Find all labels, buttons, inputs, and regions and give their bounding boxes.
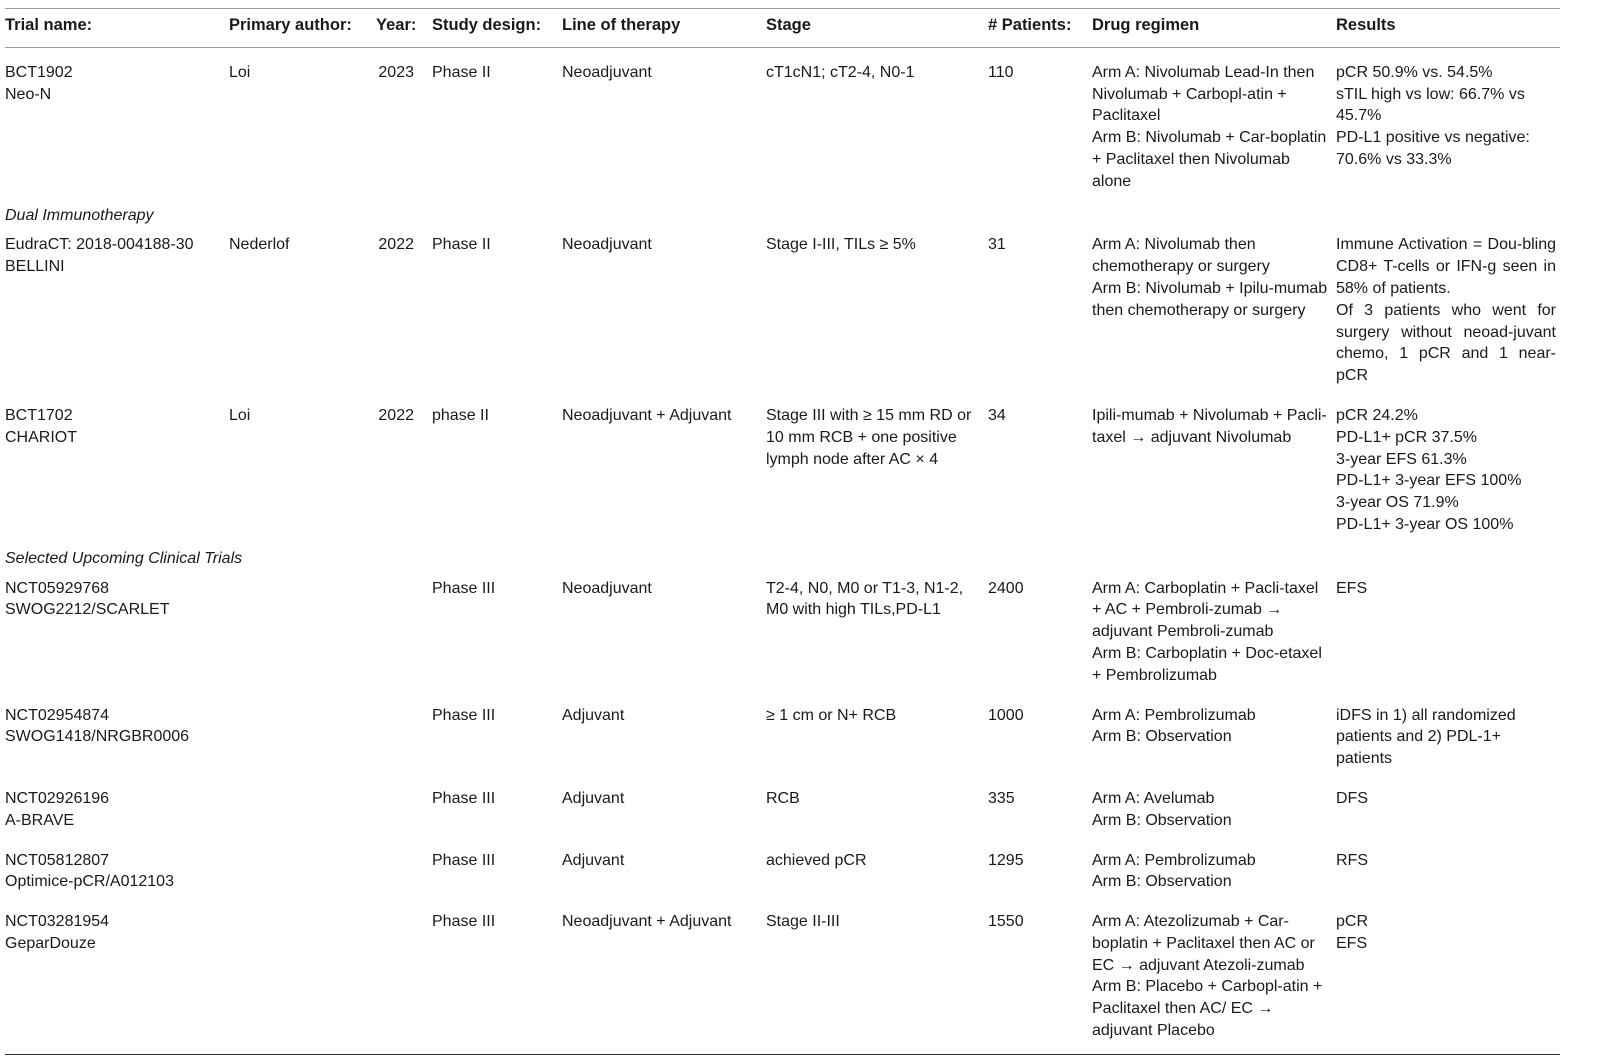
design-cell: Phase III	[432, 913, 496, 931]
year-cell	[376, 572, 432, 699]
patients-cell: 335	[988, 789, 1015, 807]
year-cell: 2022	[378, 406, 414, 424]
stage-cell: achieved pCR	[766, 851, 867, 869]
trial-name-cell	[5, 905, 229, 1054]
regimen-cell	[1092, 905, 1336, 1054]
section-title-upcoming-trials: Selected Upcoming Clinical Trials	[5, 549, 243, 567]
header-results: Results	[1336, 16, 1396, 34]
result-line: PD-L1+ 3-year OS 100%	[1336, 515, 1514, 533]
table-row	[5, 572, 1560, 699]
stage-cell: ≥ 1 cm or N+ RCB	[766, 706, 897, 724]
table-row	[5, 905, 1560, 1054]
trial-id: BCT1702	[5, 406, 73, 424]
result-line: Of 3 patients who went for surgery without neoad-juvant chemo, 1 pCR and 1 near-pCR	[1336, 301, 1556, 385]
regimen-arm-b: Arm B: Observation	[1092, 811, 1232, 829]
header-year: Year:	[376, 16, 417, 34]
line-cell: Neoadjuvant + Adjuvant	[562, 406, 732, 424]
author-cell: Loi	[229, 63, 251, 81]
trial-id: NCT03281954	[5, 913, 110, 931]
design-cell: Phase II	[432, 63, 491, 81]
regimen-arm-b: Arm B: Placebo + Carbopl-atin + Paclitaxel then AC/ EC → adjuvant Placebo	[1092, 978, 1323, 1040]
regimen-arm-b: Arm B: Carboplatin + Doc-etaxel + Pembrolizumab	[1092, 644, 1322, 684]
author-cell	[229, 572, 376, 699]
design-cell: Phase III	[432, 851, 496, 869]
author-cell: Loi	[229, 406, 251, 424]
regimen-cell	[1092, 699, 1336, 782]
year-cell: 2022	[378, 236, 414, 254]
author-cell	[229, 844, 376, 906]
year-cell	[376, 782, 432, 844]
regimen-cell	[1092, 228, 1336, 399]
line-cell: Neoadjuvant	[562, 579, 652, 597]
regimen-arm-a: Arm A: Nivolumab then chemotherapy or surgery	[1092, 236, 1270, 276]
trial-acronym: Neo-N	[5, 85, 52, 103]
author-cell	[229, 699, 376, 782]
patients-cell: 2400	[988, 579, 1024, 597]
regimen-cell	[1092, 399, 1336, 548]
regimen-arm-a: Arm A: Atezolizumab + Car-boplatin + Paclitaxel then AC or EC → adjuvant Atezoli-zumab	[1092, 913, 1315, 974]
clinical-trials-table-container	[5, 8, 1560, 1055]
result-line: PD-L1 positive vs negative: 70.6% vs 33.3%	[1336, 129, 1530, 168]
trial-acronym: SWOG2212/SCARLET	[5, 601, 170, 619]
author-cell: Nederlof	[229, 236, 290, 254]
author-cell	[229, 905, 376, 1054]
stage-cell: T2-4, N0, M0 or T1-3, N1-2, M0 with high TILs,PD-L1	[766, 579, 964, 619]
patients-cell: 1550	[988, 913, 1024, 931]
table-row	[5, 844, 1560, 906]
trial-id: EudraCT: 2018-004188-30	[5, 236, 194, 254]
result-line: Immune Activation = Dou-bling CD8+ T-cells or IFN-g seen in 58% of patients.	[1336, 236, 1556, 297]
trial-id: NCT05812807	[5, 851, 110, 869]
trial-name-cell	[5, 572, 229, 699]
result-line: pCR	[1336, 913, 1369, 931]
table-header-row	[5, 9, 1560, 48]
stage-cell: Stage I-III, TILs ≥ 5%	[766, 236, 916, 254]
result-line: PD-L1+ 3-year EFS 100%	[1336, 472, 1522, 490]
stage-cell: Stage II-III	[766, 913, 840, 931]
stage-cell: cT1cN1; cT2-4, N0-1	[766, 63, 915, 81]
year-cell	[376, 905, 432, 1054]
results-cell	[1336, 844, 1560, 906]
line-cell: Neoadjuvant + Adjuvant	[562, 913, 732, 931]
section-row	[5, 548, 1560, 572]
year-cell	[376, 699, 432, 782]
result-line: RFS	[1336, 851, 1368, 869]
patients-cell: 110	[988, 63, 1014, 81]
result-line: PD-L1+ pCR 37.5%	[1336, 428, 1477, 446]
trial-name-cell	[5, 699, 229, 782]
line-cell: Adjuvant	[562, 706, 625, 724]
line-cell: Adjuvant	[562, 789, 625, 807]
year-cell: 2023	[378, 63, 414, 81]
regimen-cell	[1092, 47, 1336, 204]
patients-cell: 31	[988, 236, 1006, 254]
line-cell: Adjuvant	[562, 851, 625, 869]
trial-id: NCT02954874	[5, 706, 110, 724]
trial-id: BCT1902	[5, 63, 73, 81]
patients-cell: 1295	[988, 851, 1024, 869]
trial-name-cell	[5, 844, 229, 906]
patients-cell: 1000	[988, 706, 1024, 724]
regimen-cell	[1092, 572, 1336, 699]
results-cell	[1336, 399, 1560, 548]
trial-name-cell	[5, 399, 229, 548]
section-row	[5, 205, 1560, 229]
regimen-cell	[1092, 844, 1336, 906]
year-cell	[376, 844, 432, 906]
table-row	[5, 699, 1560, 782]
design-cell: phase II	[432, 406, 489, 424]
regimen-arm-a: Arm A: Avelumab	[1092, 789, 1215, 807]
result-line: 3-year OS 71.9%	[1336, 494, 1459, 512]
header-line-of-therapy: Line of therapy	[562, 16, 681, 34]
design-cell: Phase II	[432, 236, 491, 254]
result-line: EFS	[1336, 579, 1368, 597]
design-cell: Phase III	[432, 789, 496, 807]
trial-name-cell	[5, 228, 229, 399]
table-row	[5, 47, 1560, 204]
header-trial-name: Trial name:	[5, 16, 93, 34]
table-row	[5, 782, 1560, 844]
regimen-arm-b: Arm B: Nivolumab + Ipilu-mumab then chemotherapy or surgery	[1092, 279, 1328, 319]
design-cell: Phase III	[432, 706, 496, 724]
line-cell: Neoadjuvant	[562, 63, 652, 81]
trial-acronym: GeparDouze	[5, 934, 96, 952]
results-cell	[1336, 782, 1560, 844]
trial-acronym: BELLINI	[5, 258, 65, 276]
regimen-cell	[1092, 782, 1336, 844]
trial-name-cell	[5, 47, 229, 204]
header-drug-regimen: Drug regimen	[1092, 16, 1200, 34]
regimen-arm-a: Arm A: Pembrolizumab	[1092, 706, 1256, 724]
results-cell	[1336, 572, 1560, 699]
design-cell: Phase III	[432, 579, 496, 597]
trial-name-cell	[5, 782, 229, 844]
stage-cell: Stage III with ≥ 15 mm RD or 10 mm RCB + one positive lymph node after AC × 4	[766, 406, 972, 468]
trial-acronym: Optimice-pCR/A012103	[5, 873, 174, 891]
result-line: pCR 24.2%	[1336, 406, 1418, 424]
author-cell	[229, 782, 376, 844]
line-cell: Neoadjuvant	[562, 236, 652, 254]
regimen-arm-b: Arm B: Nivolumab + Car-boplatin + Paclitaxel then Nivolumab alone	[1092, 129, 1327, 190]
regimen-arm-a: Arm A: Carboplatin + Pacli-taxel + AC + Pembroli-zumab → adjuvant Pembroli-zumab	[1092, 579, 1319, 641]
results-cell	[1336, 905, 1560, 1054]
regimen-arm-a: Arm A: Nivolumab Lead-In then Nivolumab + Carbopl-atin + Paclitaxel	[1092, 63, 1315, 125]
trial-acronym: A-BRAVE	[5, 811, 75, 829]
header-patients: # Patients:	[988, 16, 1072, 34]
trial-id: NCT02926196	[5, 789, 110, 807]
regimen-arm: Ipili-mumab + Nivolumab + Pacli-taxel → adjuvant Nivolumab	[1092, 406, 1327, 446]
table-row	[5, 399, 1560, 548]
regimen-arm-b: Arm B: Observation	[1092, 728, 1232, 746]
result-line: sTIL high vs low: 66.7% vs 45.7%	[1336, 85, 1525, 125]
result-line: pCR 50.9% vs. 54.5%	[1336, 63, 1493, 81]
header-stage: Stage	[766, 16, 811, 34]
result-line: iDFS in 1) all randomized patients and 2) PDL-1+ patients	[1336, 706, 1516, 768]
section-title-dual-immunotherapy: Dual Immunotherapy	[5, 206, 154, 224]
clinical-trials-table	[5, 8, 1560, 1055]
results-cell	[1336, 228, 1560, 399]
patients-cell: 34	[988, 406, 1006, 424]
result-line: EFS	[1336, 934, 1368, 952]
table-row	[5, 228, 1560, 399]
trial-id: NCT05929768	[5, 579, 110, 597]
header-primary-author: Primary author:	[229, 16, 352, 34]
results-cell	[1336, 699, 1560, 782]
results-cell	[1336, 47, 1560, 204]
stage-cell: RCB	[766, 789, 800, 807]
trial-acronym: CHARIOT	[5, 428, 77, 446]
header-study-design: Study design:	[432, 16, 542, 34]
result-line: DFS	[1336, 789, 1368, 807]
trial-acronym: SWOG1418/NRGBR0006	[5, 728, 190, 746]
regimen-arm-a: Arm A: Pembrolizumab	[1092, 851, 1256, 869]
result-line: 3-year EFS 61.3%	[1336, 450, 1467, 468]
regimen-arm-b: Arm B: Observation	[1092, 873, 1232, 891]
